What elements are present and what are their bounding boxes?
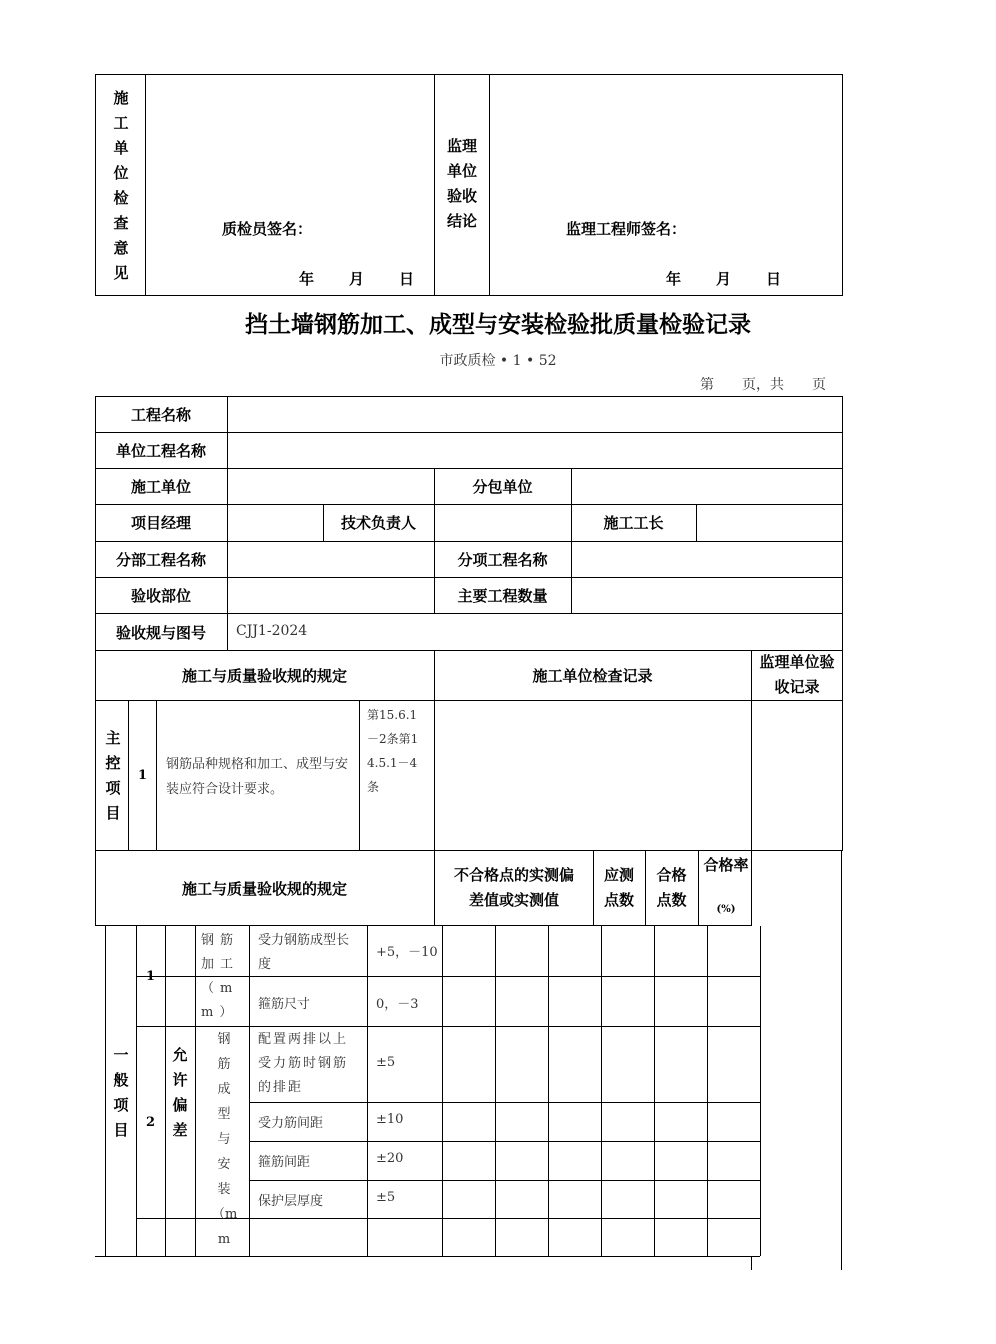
group1-category: 钢筋加工（mm） (201, 933, 240, 1020)
subitem-name-field[interactable] (572, 542, 842, 577)
project-name-label: 工程名称 (130, 405, 191, 424)
general-items-label: 一般项目 (113, 1046, 129, 1139)
qualified-points-header: 合格点数 (656, 866, 687, 909)
foreman-label: 施工工长 (603, 514, 664, 532)
group1-no: 1 (145, 968, 156, 984)
group1-tol-2: 0，－3 (376, 997, 419, 1012)
group2-no: 2 (145, 1114, 156, 1130)
project-name-field[interactable] (228, 397, 842, 432)
subitem-name-label: 分项工程名称 (457, 550, 548, 569)
main-quantity-field[interactable] (572, 578, 842, 613)
left-date-day: 日 (399, 270, 415, 288)
deviation-header: 不合格点的实测偏差值或实测值 (453, 866, 574, 909)
group2-category: 钢筋成型与安装（mm (212, 1032, 238, 1247)
main-quantity-label: 主要工程数量 (457, 586, 548, 605)
subcontract-unit-label: 分包单位 (472, 477, 533, 496)
qc-signature-label: 质检员签名： (222, 220, 313, 238)
pass-rate-header: 合格率 (703, 856, 749, 874)
main-rule-header: 施工与质量验收规的规定 (181, 666, 347, 685)
supervisor-record-header: 监理单位验收记录 (759, 653, 835, 696)
page-number: 第 页，共 页 (700, 377, 826, 393)
group1-tol-1: +5，－10 (376, 945, 438, 960)
check-record-header: 施工单位检查记录 (532, 666, 653, 685)
main-control-label: 主控项目 (105, 729, 121, 822)
unit-project-name-field[interactable] (228, 433, 842, 468)
acceptance-part-label: 验收部位 (130, 586, 191, 605)
group2-tol-2: ±10 (376, 1112, 404, 1127)
pass-rate-unit: (%) (716, 904, 736, 915)
construction-check-label: 施工单位检查意见 (113, 89, 129, 282)
construction-unit-field[interactable] (228, 469, 434, 504)
group2-tol-3: ±20 (376, 1151, 404, 1166)
group2-tol-1: ±5 (376, 1055, 396, 1070)
allowed-deviation-label: 允许偏差 (172, 1046, 188, 1139)
supervisor-conclusion-label: 监理单位验收结论 (446, 137, 477, 230)
group1-item-1: 受力钢筋成型长度 (258, 933, 350, 972)
tech-lead-field[interactable] (435, 505, 571, 541)
right-date-month: 月 (716, 270, 732, 288)
group2-item-3: 箍筋间距 (258, 1155, 311, 1170)
group2-tol-4: ±5 (376, 1190, 396, 1205)
division-name-field[interactable] (228, 542, 434, 577)
construction-unit-label: 施工单位 (130, 477, 191, 496)
main-control-supervisor-cell[interactable] (752, 701, 842, 851)
group2-item-4: 保护层厚度 (258, 1194, 324, 1209)
group1-item-2: 箍筋尺寸 (258, 997, 311, 1012)
engineer-signature-label: 监理工程师签名： (566, 220, 687, 238)
main-control-text: 钢筋品种规格和加工、成型与安装应符合设计要求。 (166, 757, 349, 797)
unit-project-name-label: 单位工程名称 (115, 441, 206, 460)
main-control-check-cell[interactable] (435, 701, 751, 851)
main-control-clause: 第15.6.1－2条第14.5.1－4条 (367, 708, 419, 794)
foreman-field[interactable] (697, 505, 842, 541)
left-date-year: 年 (299, 270, 315, 288)
project-manager-label: 项目经理 (130, 514, 191, 532)
division-name-label: 分部工程名称 (115, 550, 206, 569)
tech-lead-label: 技术负责人 (340, 514, 416, 532)
spec-value[interactable]: CJJ1-2024 (236, 623, 308, 639)
page-title: 挡土墙钢筋加工、成型与安装检验批质量检验记录 (245, 311, 751, 338)
group2-item-2: 受力筋间距 (258, 1116, 324, 1131)
main-control-no: 1 (137, 768, 148, 783)
points-to-test-header: 应测点数 (603, 866, 634, 909)
group2-item-1: 配置两排以上受力筋时钢筋的排距 (258, 1032, 349, 1095)
subcontract-unit-field[interactable] (572, 469, 842, 504)
left-date-month: 月 (349, 270, 365, 288)
right-date-year: 年 (666, 270, 682, 288)
project-manager-field[interactable] (228, 505, 323, 541)
spec-label: 验收规与图号 (115, 623, 206, 642)
general-rule-header: 施工与质量验收规的规定 (181, 879, 347, 898)
form-code: 市政质检 • 1 • 52 (439, 353, 557, 369)
acceptance-part-field[interactable] (228, 578, 434, 613)
right-date-day: 日 (766, 270, 782, 288)
